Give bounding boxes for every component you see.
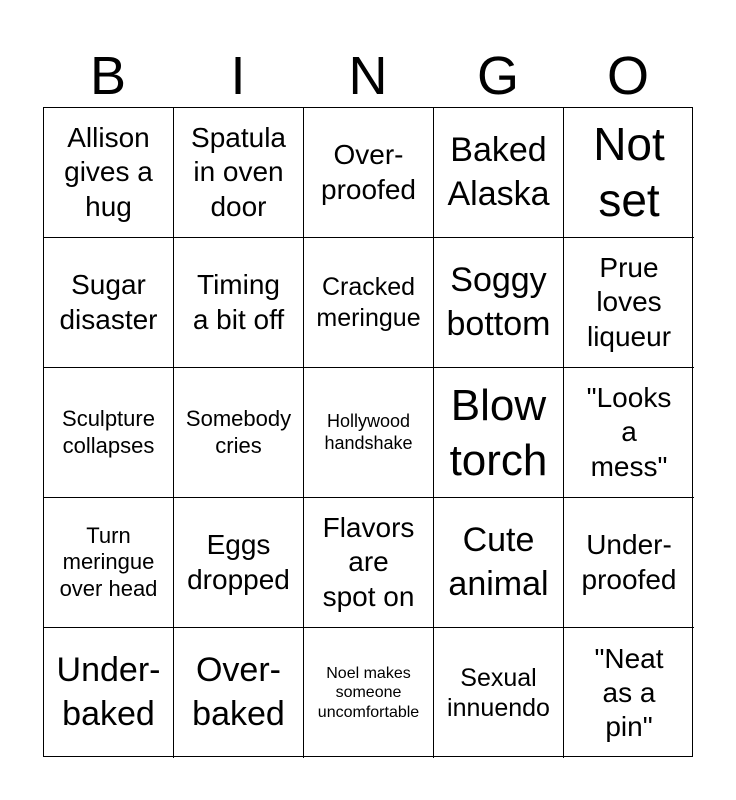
bingo-cell[interactable] [564, 628, 694, 758]
cell-text: Not set [593, 118, 665, 226]
bingo-cell[interactable] [434, 108, 564, 238]
bingo-cell[interactable] [304, 368, 434, 498]
bingo-cell[interactable] [304, 108, 434, 238]
cell-text: Cracked meringue [316, 273, 421, 332]
bingo-cell[interactable] [304, 238, 434, 368]
bingo-cell[interactable] [44, 498, 174, 628]
bingo-cell[interactable] [564, 238, 694, 368]
cell-text: Spatula in oven door [191, 122, 286, 222]
header-letter-i: I [230, 46, 246, 106]
header-letter-b: B [89, 46, 127, 106]
bingo-cell[interactable] [434, 368, 564, 498]
bingo-cell[interactable] [564, 498, 694, 628]
bingo-header [43, 45, 693, 107]
bingo-cell[interactable] [564, 108, 694, 238]
bingo-cell[interactable] [44, 628, 174, 758]
cell-text: Under- baked [56, 651, 161, 733]
cell-text: Cute animal [448, 520, 549, 603]
cell-text: Hollywood handshake [324, 410, 413, 453]
bingo-cell[interactable] [174, 498, 304, 628]
bingo-cell[interactable] [434, 498, 564, 628]
cell-text: Sugar disaster [59, 269, 158, 335]
bingo-cell[interactable] [434, 238, 564, 368]
bingo-cell[interactable] [44, 368, 174, 498]
cell-text: Over- proofed [321, 139, 416, 205]
cell-text: Under- proofed [581, 529, 677, 595]
bingo-cell[interactable] [304, 628, 434, 758]
cell-text: Timing a bit off [192, 269, 285, 335]
cell-text: Blow torch [449, 380, 548, 485]
cell-text: Soggy bottom [446, 260, 551, 343]
cell-text: Eggs dropped [187, 529, 290, 595]
bingo-cell[interactable] [304, 498, 434, 628]
cell-text: "Looks a mess" [586, 382, 672, 482]
cell-text: Over- baked [192, 651, 285, 733]
bingo-cell[interactable] [44, 238, 174, 368]
cell-text: Turn meringue over head [59, 522, 158, 601]
cell-text: Sculpture collapses [62, 406, 155, 458]
header-letter-o: O [606, 46, 649, 106]
header-letter-g: G [476, 46, 519, 106]
bingo-cell[interactable] [174, 628, 304, 758]
bingo-cell[interactable] [174, 108, 304, 238]
bingo-grid [43, 107, 693, 757]
cell-text: Flavors are spot on [322, 512, 415, 612]
bingo-cell[interactable] [174, 368, 304, 498]
bingo-cell[interactable] [174, 238, 304, 368]
header-letter-n: N [348, 46, 388, 106]
bingo-cell[interactable] [44, 108, 174, 238]
cell-text: Somebody cries [185, 406, 292, 458]
cell-text: Prue loves liqueur [586, 252, 672, 352]
cell-text: Noel makes someone uncomfortable [317, 665, 420, 721]
cell-text: "Neat as a pin" [594, 642, 664, 743]
bingo-cell[interactable] [434, 628, 564, 758]
cell-text: Sexual innuendo [447, 663, 550, 722]
cell-text: Baked Alaska [447, 130, 550, 213]
bingo-cell[interactable] [564, 368, 694, 498]
cell-text: Allison gives a hug [64, 122, 153, 222]
